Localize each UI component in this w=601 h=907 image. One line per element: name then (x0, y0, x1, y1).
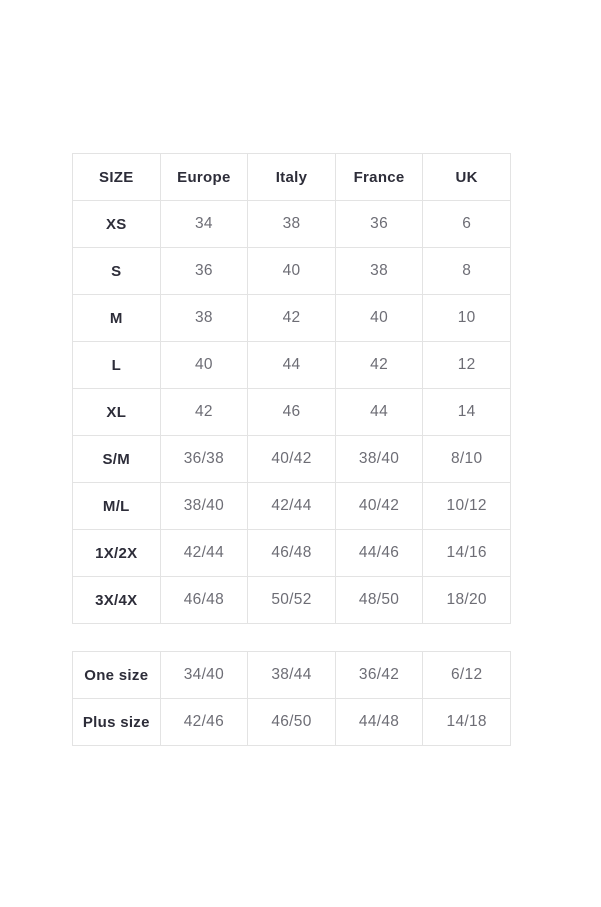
size-value-cell: 10/12 (423, 483, 511, 530)
size-value-cell: 44/48 (335, 699, 423, 746)
size-value-cell: 42 (160, 389, 248, 436)
size-value-cell: 38 (335, 248, 423, 295)
size-value-cell: 48/50 (335, 577, 423, 624)
column-header-uk: UK (423, 154, 511, 201)
size-value-cell: 36/42 (335, 652, 423, 699)
size-value-cell: 40 (335, 295, 423, 342)
size-label-cell: M/L (73, 483, 161, 530)
size-value-cell: 10 (423, 295, 511, 342)
size-value-cell: 38/40 (160, 483, 248, 530)
column-header-france: France (335, 154, 423, 201)
size-value-cell: 46/50 (248, 699, 336, 746)
size-value-cell: 34/40 (160, 652, 248, 699)
table-row (73, 201, 511, 248)
size-value-cell: 14 (423, 389, 511, 436)
column-header-italy: Italy (248, 154, 336, 201)
column-header-europe: Europe (160, 154, 248, 201)
size-value-cell: 34 (160, 201, 248, 248)
size-value-cell: 36 (335, 201, 423, 248)
table-row (73, 652, 511, 699)
size-chart-page (72, 153, 511, 746)
column-header-size: SIZE (73, 154, 161, 201)
size-label-cell: S (73, 248, 161, 295)
main-table-body (73, 201, 511, 624)
size-value-cell: 14/18 (423, 699, 511, 746)
size-label-cell: XS (73, 201, 161, 248)
size-value-cell: 42 (335, 342, 423, 389)
one-size-table (72, 651, 511, 746)
table-row (73, 342, 511, 389)
size-label-cell: S/M (73, 436, 161, 483)
size-table-head (73, 154, 511, 201)
size-value-cell: 6/12 (423, 652, 511, 699)
size-label-cell: M (73, 295, 161, 342)
size-value-cell: 38 (248, 201, 336, 248)
size-value-cell: 40/42 (335, 483, 423, 530)
size-conversion-table (72, 153, 511, 624)
size-value-cell: 42 (248, 295, 336, 342)
size-value-cell: 8 (423, 248, 511, 295)
size-value-cell: 42/44 (248, 483, 336, 530)
size-label-cell: 3X/4X (73, 577, 161, 624)
size-value-cell: 6 (423, 201, 511, 248)
size-value-cell: 42/44 (160, 530, 248, 577)
size-label-cell: One size (73, 652, 161, 699)
size-label-cell: XL (73, 389, 161, 436)
table-row (73, 699, 511, 746)
size-value-cell: 44 (248, 342, 336, 389)
size-value-cell: 38/44 (248, 652, 336, 699)
table-row (73, 295, 511, 342)
size-value-cell: 46/48 (248, 530, 336, 577)
table-row (73, 436, 511, 483)
size-value-cell: 42/46 (160, 699, 248, 746)
size-value-cell: 38 (160, 295, 248, 342)
table-row (73, 389, 511, 436)
size-label-cell: L (73, 342, 161, 389)
secondary-table-body (73, 652, 511, 746)
size-value-cell: 44/46 (335, 530, 423, 577)
size-value-cell: 8/10 (423, 436, 511, 483)
table-row (73, 577, 511, 624)
size-value-cell: 44 (335, 389, 423, 436)
size-value-cell: 40 (248, 248, 336, 295)
table-row (73, 248, 511, 295)
size-value-cell: 36 (160, 248, 248, 295)
size-value-cell: 14/16 (423, 530, 511, 577)
size-value-cell: 46/48 (160, 577, 248, 624)
size-label-cell: Plus size (73, 699, 161, 746)
size-value-cell: 38/40 (335, 436, 423, 483)
size-value-cell: 46 (248, 389, 336, 436)
size-value-cell: 12 (423, 342, 511, 389)
header-row (73, 154, 511, 201)
table-row (73, 530, 511, 577)
size-value-cell: 40 (160, 342, 248, 389)
size-value-cell: 18/20 (423, 577, 511, 624)
table-row (73, 483, 511, 530)
size-value-cell: 36/38 (160, 436, 248, 483)
size-value-cell: 40/42 (248, 436, 336, 483)
size-value-cell: 50/52 (248, 577, 336, 624)
size-label-cell: 1X/2X (73, 530, 161, 577)
